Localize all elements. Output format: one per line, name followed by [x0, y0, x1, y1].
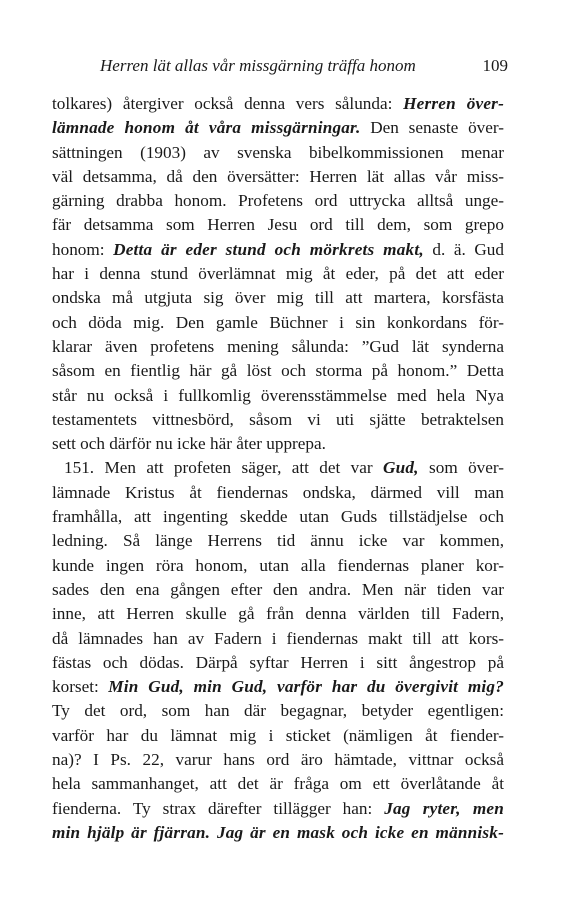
text-segment: som över-	[418, 458, 504, 478]
text-segment: har i denna stund överlämnat mig åt eder, på det att eder	[52, 264, 504, 284]
text-segment: fienderna. Ty strax därefter tillägger han:	[52, 798, 385, 818]
text-line	[52, 286, 504, 310]
text-line	[52, 456, 504, 480]
text-segment: framhålla, att ingenting skedde utan Guds tillstädjelse och	[52, 507, 504, 527]
text-line	[52, 554, 504, 578]
text-segment: na)? I Ps. 22, varur hans ord äro hämtade, vittnar också	[52, 750, 504, 770]
text-segment: kunde ingen röra honom, utan alla fiendernas planer kor-	[52, 555, 504, 575]
italic-segment: min hjälp är fjärran. Jag är en mask och icke en människ-	[52, 822, 504, 842]
text-segment: Den senaste över-	[360, 118, 504, 138]
text-line	[52, 699, 504, 723]
text-line	[52, 748, 504, 772]
text-line	[52, 675, 504, 699]
text-line	[52, 189, 504, 213]
text-segment: gärning drabba honom. Profetens ord uttrycka alltså unge-	[52, 191, 504, 211]
text-segment: ondska må utgjuta sig över mig till att martera, korsfästa	[52, 288, 504, 308]
italic-segment: Min Gud, min Gud, varför har du övergivit mig?	[108, 677, 504, 697]
text-line	[52, 238, 504, 262]
text-line	[52, 627, 504, 651]
text-segment: fästas och dödas. Därpå syftar Herren i sitt ångestrop på	[52, 652, 504, 672]
text-line	[52, 651, 504, 675]
body-text	[52, 92, 504, 845]
text-segment: och döda mig. Den gamle Büchner i sin konkordans för-	[52, 312, 504, 332]
text-segment: d. ä. Gud	[423, 239, 504, 259]
text-line	[52, 821, 504, 845]
text-segment: klarar även profetens mening sålunda: ”Gud lät synderna	[52, 336, 504, 356]
text-line	[52, 432, 504, 456]
text-line	[52, 384, 504, 408]
text-segment: 151. Men att profeten säger, att det var	[64, 458, 383, 478]
text-line	[52, 335, 504, 359]
text-line	[52, 578, 504, 602]
text-segment: står nu också i fullkomlig överensstämmelse med hela Nya	[52, 385, 504, 405]
text-segment: fär detsamma som Herren Jesu ord till dem, som grepo	[52, 215, 504, 235]
text-line	[52, 505, 504, 529]
text-line	[52, 116, 504, 140]
italic-segment: Gud,	[383, 458, 419, 478]
running-head-title: Herren lät allas vår missgärning träffa honom	[100, 56, 416, 75]
text-segment: tolkares) återgiver också denna vers sålunda:	[52, 94, 404, 113]
text-segment: väl detsamma, då den översätter: Herren lät allas vår miss-	[52, 166, 504, 186]
text-line	[52, 481, 504, 505]
text-segment: lämnade Kristus åt fiendernas ondska, därmed vill man	[52, 482, 504, 502]
text-segment: ledning. Så länge Herrens tid ännu icke var kommen,	[52, 531, 504, 551]
text-segment: testamentets vittnesbörd, såsom vi uti sjätte betraktelsen	[52, 409, 504, 429]
text-segment: varför har du lämnat mig i sticket (nämligen åt fiender-	[52, 725, 504, 745]
text-segment: sättningen (1903) av svenska bibelkommissionen menar	[52, 142, 504, 162]
text-segment: sades den ena gången efter den andra. Men när tiden var	[52, 579, 504, 599]
text-line	[52, 772, 504, 796]
text-segment: hela sammanhanget, att det är fråga om ett överlåtande åt	[52, 774, 504, 794]
italic-segment: Detta är eder stund och mörkrets makt,	[113, 239, 424, 259]
text-line	[52, 311, 504, 335]
text-line	[52, 408, 504, 432]
page-number: 109	[482, 56, 508, 75]
italic-segment: Herren över-	[403, 94, 504, 113]
text-line	[52, 141, 504, 165]
text-line	[52, 262, 504, 286]
text-segment: då lämnades han av Fadern i fiendernas makt till att kors-	[52, 628, 504, 648]
text-line	[52, 165, 504, 189]
text-line	[52, 602, 504, 626]
italic-segment: Jag ryter, men	[384, 798, 504, 818]
text-line	[52, 529, 504, 553]
text-line	[52, 359, 504, 383]
text-segment: Ty det ord, som han där begagnar, betyder egentligen:	[52, 701, 504, 721]
text-segment: honom:	[52, 239, 114, 259]
text-line	[52, 724, 504, 748]
text-segment: inne, att Herren skulle gå från denna världen till Fadern,	[52, 604, 504, 624]
text-segment: sett och därför nu icke här åter upprepa.	[52, 434, 326, 454]
italic-segment: lämnade honom åt våra missgärningar.	[52, 118, 361, 138]
running-head	[56, 50, 508, 78]
text-segment: korset:	[52, 677, 109, 697]
text-line	[52, 92, 504, 116]
text-segment: såsom en fientlig här gå löst och storma på honom.” Detta	[52, 361, 504, 381]
text-line	[52, 213, 504, 237]
text-line	[52, 797, 504, 821]
